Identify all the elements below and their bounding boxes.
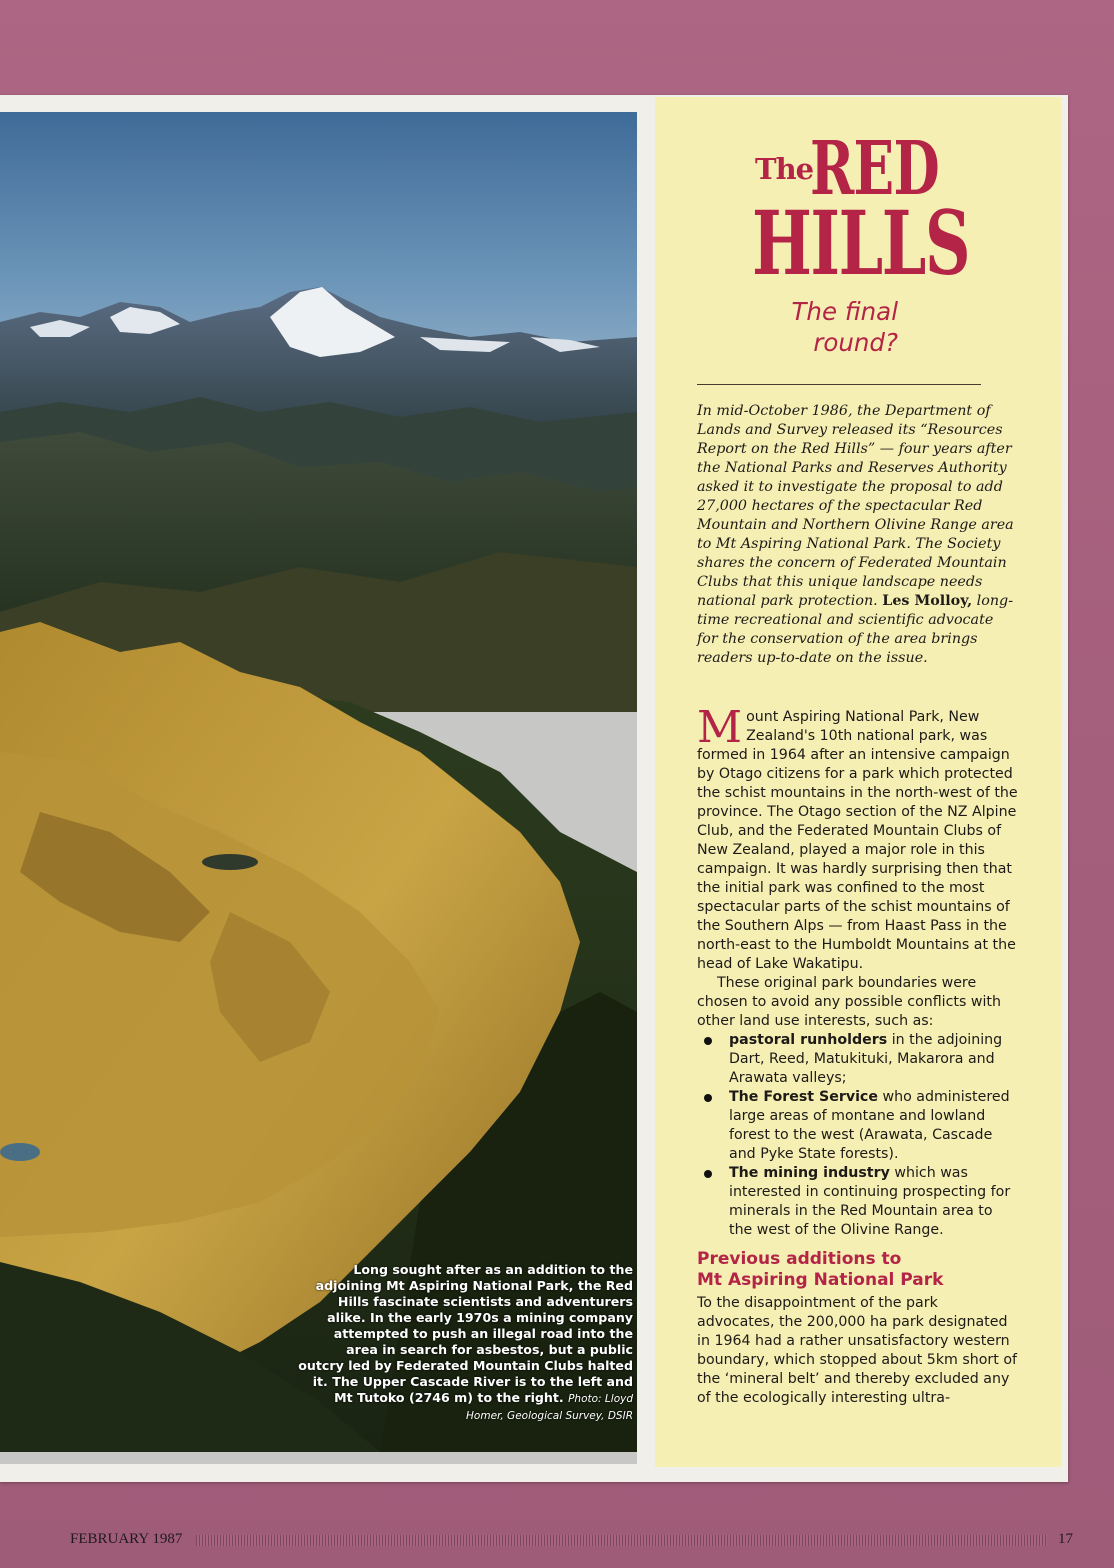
aerial-photo-red-hills bbox=[0, 112, 637, 1452]
drop-cap: M bbox=[697, 702, 743, 753]
intro-text: In mid-October 1986, the Department of Lands and Survey released its “Resources Report on the Red Hills” — four years after the National Parks and Reserves Authority asked it to investigate the proposal to add 27,000 hectares of the spectacular Red Mountain and Northern Olivine Range area to Mt Aspiring National Park. The Society shares the concern of Federated Mountain Clubs that this unique landscape needs national park protection. bbox=[697, 403, 1014, 609]
section-heading bbox=[697, 1249, 1019, 1291]
footer-date: FEBRUARY 1987 bbox=[70, 1531, 183, 1547]
bullet-bold: The Forest Service bbox=[729, 1089, 878, 1105]
bullet-text: who administered large areas of montane and lowland forest to the west (Arawata, Cascade and Pyke State forests). bbox=[729, 1089, 1010, 1162]
paragraph-1 bbox=[697, 702, 1019, 974]
bullet-list bbox=[697, 1031, 1019, 1240]
bullet-text: which was interested in continuing prospecting for minerals in the Red Mountain area to the west of the Olivine Range. bbox=[729, 1165, 1011, 1238]
bullet-item bbox=[697, 1031, 1019, 1088]
photo-credit: Photo: Lloyd Homer, Geological Survey, DSIR bbox=[466, 1393, 633, 1422]
bullet-bold: pastoral runholders bbox=[729, 1032, 888, 1048]
author-description: long-time recreational and scientific advocate for the conservation of the area brings readers up-to-date on the issue. bbox=[697, 593, 1014, 666]
bullet-bold: The mining industry bbox=[729, 1165, 890, 1181]
title-rule bbox=[697, 384, 981, 385]
paragraph-2: These original park boundaries were chosen to avoid any possible conflicts with other land use interests, such as: bbox=[697, 975, 1001, 1029]
title-hills: HILLS bbox=[752, 191, 970, 295]
subtitle-line2: round? bbox=[813, 328, 898, 357]
bullet-item bbox=[697, 1164, 1019, 1240]
paragraph-3: To the disappointment of the park advocates, the 200,000 ha park designated in 1964 had a rather unsatisfactory western boundary, which stopped about 5km short of the ‘mineral belt’ and thereby excluded any of the ecologically interesting ultra- bbox=[697, 1295, 1018, 1406]
paragraph-1-text: ount Aspiring National Park, New Zealand's 10th national park, was formed in 1964 after an intensive campaign by Otago citizens for a park which protected the schist mountains in the north-west of the province. The Otago section of the NZ Alpine Club, and the Federated Mountain Clubs of New Zealand, played a major role in this campaign. It was hardly surprising then that the initial park was confined to the most spectacular parts of the schist mountains of the Southern Alps — from Haast Pass in the north-east to the Humboldt Mountains at the head of Lake Wakatipu. bbox=[697, 709, 1018, 972]
bullet-item bbox=[697, 1088, 1019, 1164]
title-the: The bbox=[755, 152, 814, 186]
footer-rule bbox=[196, 1535, 1047, 1546]
caption-text: Long sought after as an addition to the adjoining Mt Aspiring National Park, the Red Hills fascinate scientists and adventurers alike. In the early 1970s a mining company attempted to push an illegal road into the area in search for asbestos, but a public outcry led by Federated Mountain Clubs halted it. The Upper Cascade River is to the left and Mt Tutoko (2746 m) to the right. bbox=[298, 1262, 633, 1405]
section-heading-line2: Mt Aspiring National Park bbox=[697, 1270, 944, 1290]
intro-standfirst bbox=[697, 402, 1017, 668]
page-number: 17 bbox=[1058, 1531, 1073, 1547]
bullet-text: in the adjoining Dart, Reed, Matukituki, Makarora and Arawata valleys; bbox=[729, 1032, 1003, 1086]
subtitle bbox=[740, 296, 898, 358]
article-body bbox=[697, 702, 1019, 1408]
author-name: Les Molloy, bbox=[882, 593, 973, 609]
photo-caption bbox=[298, 1262, 633, 1424]
subtitle-line1: The final bbox=[791, 297, 898, 326]
title-red: RED bbox=[810, 126, 939, 212]
section-heading-line1: Previous additions to bbox=[697, 1249, 902, 1269]
